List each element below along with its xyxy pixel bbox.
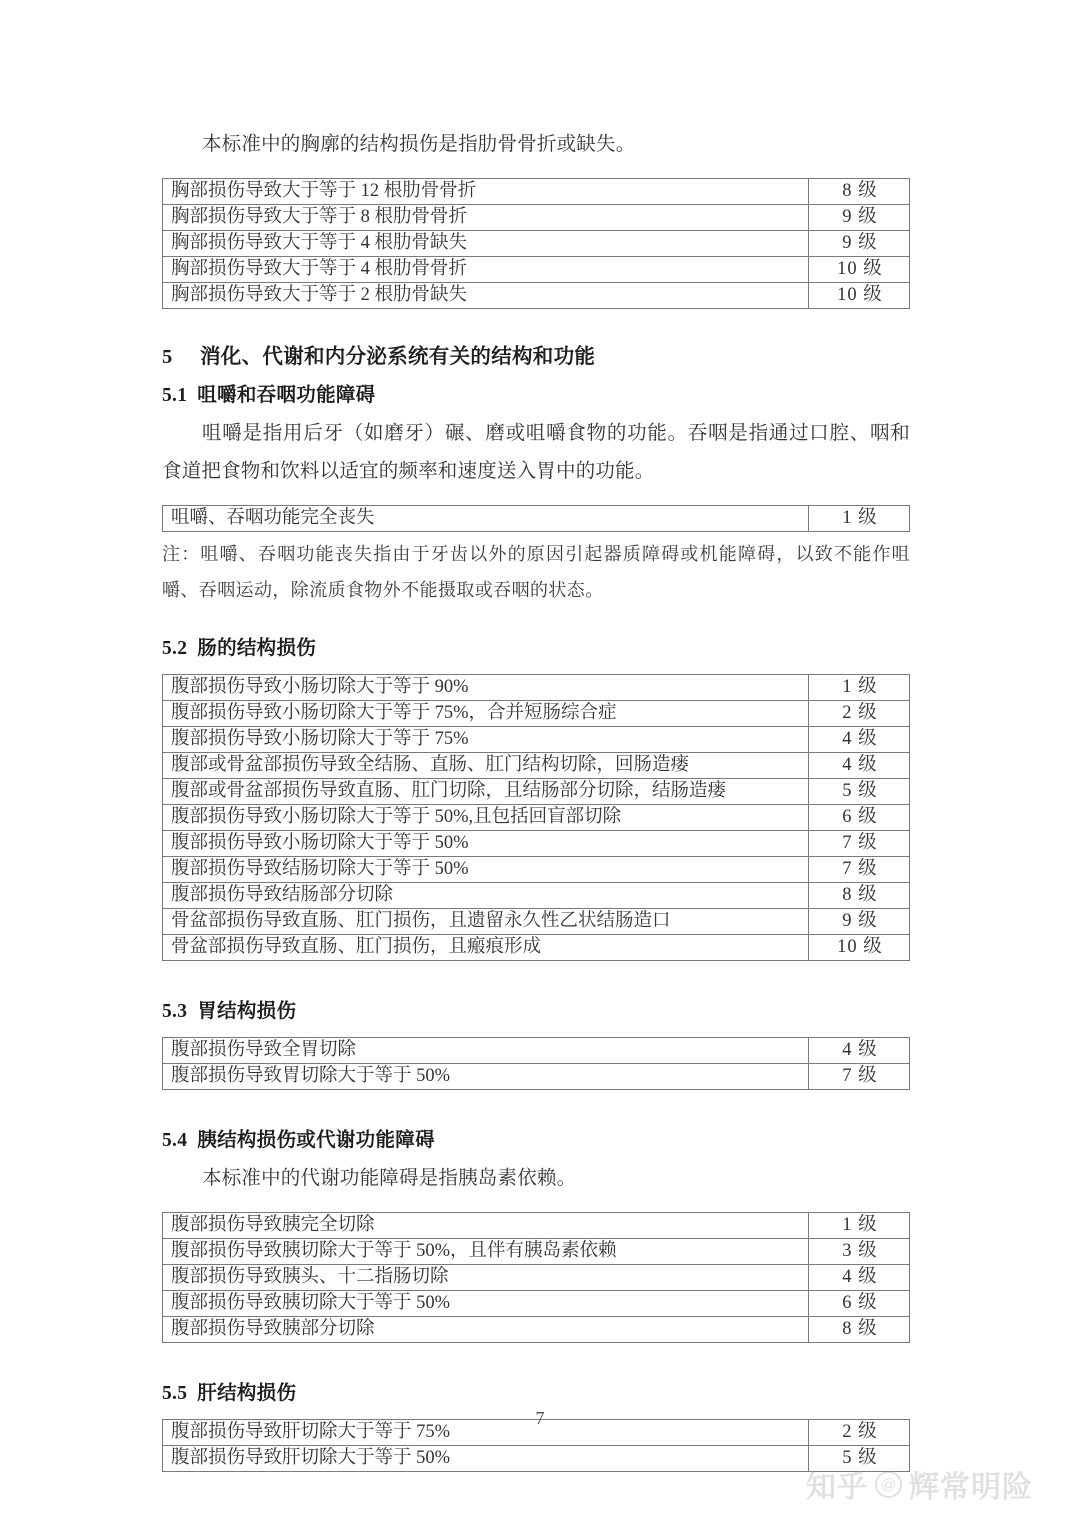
disability-grade-cell: 1 级	[809, 675, 910, 701]
section-5-title: 消化、代谢和内分泌系统有关的结构和功能	[200, 346, 596, 368]
injury-description-cell: 胸部损伤导致大于等于 4 根肋骨骨折	[163, 257, 809, 283]
thorax-injury-table	[162, 178, 910, 309]
intestine-injury-table	[162, 674, 910, 961]
disability-grade-cell: 8 级	[809, 179, 910, 205]
disability-grade-cell: 7 级	[809, 1064, 910, 1090]
injury-description-cell: 腹部损伤导致小肠切除大于等于 50%	[163, 831, 809, 857]
table-row	[163, 935, 910, 961]
injury-description-cell: 腹部损伤导致小肠切除大于等于 75%，合并短肠综合症	[163, 701, 809, 727]
section-5-1-number: 5.1	[162, 385, 188, 406]
injury-description-cell: 骨盆部损伤导致直肠、肛门损伤，且遗留永久性乙状结肠造口	[163, 909, 809, 935]
page-content	[162, 126, 910, 1472]
table-row	[163, 675, 910, 701]
disability-grade-cell: 6 级	[809, 805, 910, 831]
disability-grade-cell: 4 级	[809, 727, 910, 753]
table-row	[163, 506, 910, 532]
table-row	[163, 883, 910, 909]
table-row	[163, 753, 910, 779]
disability-grade-cell: 8 级	[809, 1317, 910, 1343]
table-row	[163, 1291, 910, 1317]
zhihu-logo: 知乎	[806, 1471, 868, 1504]
stomach-injury-table	[162, 1037, 910, 1090]
disability-grade-cell: 7 级	[809, 831, 910, 857]
section-5-2-title: 肠的结构损伤	[197, 638, 317, 659]
injury-description-cell: 腹部损伤导致小肠切除大于等于 50%,且包括回盲部切除	[163, 805, 809, 831]
table-row	[163, 257, 910, 283]
disability-grade-cell: 5 级	[809, 779, 910, 805]
injury-description-cell: 腹部损伤导致全胃切除	[163, 1038, 809, 1064]
section-5-5-heading	[162, 1377, 910, 1405]
table-row	[163, 205, 910, 231]
disability-grade-cell: 9 级	[809, 231, 910, 257]
disability-grade-cell: 1 级	[809, 1213, 910, 1239]
injury-description-cell: 腹部损伤导致小肠切除大于等于 75%	[163, 727, 809, 753]
table-row	[163, 831, 910, 857]
disability-grade-cell: 5 级	[809, 1446, 910, 1472]
chewing-swallowing-table	[162, 505, 910, 532]
table-row	[163, 1213, 910, 1239]
section-5-4-number: 5.4	[162, 1130, 188, 1151]
section-5-3-title: 胃结构损伤	[197, 1001, 297, 1022]
injury-description-cell: 胸部损伤导致大于等于 8 根肋骨骨折	[163, 205, 809, 231]
disability-grade-cell: 2 级	[809, 1420, 910, 1446]
injury-description-cell: 咀嚼、吞咽功能完全丧失	[163, 506, 809, 532]
disability-grade-cell: 10 级	[809, 257, 910, 283]
spacer	[162, 1343, 910, 1367]
section-5-4-title: 胰结构损伤或代谢功能障碍	[197, 1130, 435, 1151]
injury-description-cell: 腹部或骨盆部损伤导致直肠、肛门切除，且结肠部分切除，结肠造瘘	[163, 779, 809, 805]
section-5-1-title: 咀嚼和吞咽功能障碍	[197, 385, 376, 406]
injury-description-cell: 腹部损伤导致胰切除大于等于 50%，且伴有胰岛素依赖	[163, 1239, 809, 1265]
thorax-table-body	[163, 179, 910, 309]
disability-grade-cell: 10 级	[809, 283, 910, 309]
table-row	[163, 231, 910, 257]
injury-description-cell: 腹部损伤导致胃切除大于等于 50%	[163, 1064, 809, 1090]
section-5-2-heading	[162, 632, 910, 660]
section-5-4-heading	[162, 1124, 910, 1152]
table-row	[163, 283, 910, 309]
disability-grade-cell: 9 级	[809, 909, 910, 935]
injury-description-cell: 胸部损伤导致大于等于 4 根肋骨缺失	[163, 231, 809, 257]
table-row	[163, 1239, 910, 1265]
injury-description-cell: 腹部损伤导致肝切除大于等于 75%	[163, 1420, 809, 1446]
spacer	[162, 608, 910, 622]
page-number: 7	[535, 1408, 545, 1428]
table-row	[163, 1064, 910, 1090]
section-5-1-paragraph: 咀嚼是指用后牙（如磨牙）碾、磨或咀嚼食物的功能。吞咽是指通过口腔、咽和食道把食物和饮料以适宜的频率和速度送入胃中的功能。	[162, 423, 910, 482]
spacer	[162, 1090, 910, 1114]
disability-grade-cell: 1 级	[809, 506, 910, 532]
table-row	[163, 179, 910, 205]
table-row	[163, 909, 910, 935]
pancreas-injury-table	[162, 1212, 910, 1343]
watermark-handle: 辉常明险	[909, 1471, 1033, 1504]
injury-description-cell: 腹部损伤导致胰切除大于等于 50%	[163, 1291, 809, 1317]
injury-description-cell: 腹部损伤导致胰完全切除	[163, 1213, 809, 1239]
injury-description-cell: 骨盆部损伤导致直肠、肛门损伤，且瘢痕形成	[163, 935, 809, 961]
section-5-2-number: 5.2	[162, 638, 188, 659]
injury-description-cell: 胸部损伤导致大于等于 2 根肋骨缺失	[163, 283, 809, 309]
table-row	[163, 779, 910, 805]
section-5-5-number: 5.5	[162, 1383, 188, 1404]
table-row	[163, 857, 910, 883]
section-5-3-number: 5.3	[162, 1001, 188, 1022]
section-5-1-note: 注：咀嚼、吞咽功能丧失指由于牙齿以外的原因引起器质障碍或机能障碍，以致不能作咀嚼、吞咽运动，除流质食物外不能摄取或吞咽的状态。	[162, 544, 910, 600]
injury-description-cell: 腹部损伤导致肝切除大于等于 50%	[163, 1446, 809, 1472]
disability-grade-cell: 4 级	[809, 1038, 910, 1064]
section-5-heading	[162, 339, 910, 369]
injury-description-cell: 腹部损伤导致胰头、十二指肠切除	[163, 1265, 809, 1291]
section-5-2-table-body	[163, 675, 910, 961]
injury-description-cell: 胸部损伤导致大于等于 12 根肋骨骨折	[163, 179, 809, 205]
injury-description-cell: 腹部损伤导致小肠切除大于等于 90%	[163, 675, 809, 701]
injury-description-cell: 腹部损伤导致结肠切除大于等于 50%	[163, 857, 809, 883]
section-5-5-title: 肝结构损伤	[197, 1383, 297, 1404]
section-5-1-table-body	[163, 506, 910, 532]
section-5-4-table-body	[163, 1213, 910, 1343]
table-row	[163, 1265, 910, 1291]
disability-grade-cell: 4 级	[809, 1265, 910, 1291]
disability-grade-cell: 9 级	[809, 205, 910, 231]
injury-description-cell: 腹部或骨盆部损伤导致全结肠、直肠、肛门结构切除，回肠造瘘	[163, 753, 809, 779]
section-5-number: 5	[162, 346, 173, 368]
disability-grade-cell: 2 级	[809, 701, 910, 727]
table-row	[163, 727, 910, 753]
injury-description-cell: 腹部损伤导致胰部分切除	[163, 1317, 809, 1343]
section-5-3-heading	[162, 995, 910, 1023]
disability-grade-cell: 4 级	[809, 753, 910, 779]
watermark	[806, 1462, 1033, 1506]
table-row	[163, 805, 910, 831]
table-row	[163, 1038, 910, 1064]
disability-grade-cell: 3 级	[809, 1239, 910, 1265]
section-5-1-heading	[162, 379, 910, 407]
at-icon: @	[875, 1471, 902, 1498]
table-row	[163, 701, 910, 727]
intro-paragraph: 本标准中的胸廓的结构损伤是指肋骨骨折或缺失。	[202, 134, 636, 155]
disability-grade-cell: 7 级	[809, 857, 910, 883]
injury-description-cell: 腹部损伤导致结肠部分切除	[163, 883, 809, 909]
spacer	[162, 961, 910, 985]
section-5-3-table-body	[163, 1038, 910, 1090]
table-row	[163, 1317, 910, 1343]
disability-grade-cell: 8 级	[809, 883, 910, 909]
section-5-4-paragraph: 本标准中的代谢功能障碍是指胰岛素依赖。	[202, 1168, 577, 1189]
disability-grade-cell: 10 级	[809, 935, 910, 961]
table-row	[163, 1446, 910, 1472]
disability-grade-cell: 6 级	[809, 1291, 910, 1317]
